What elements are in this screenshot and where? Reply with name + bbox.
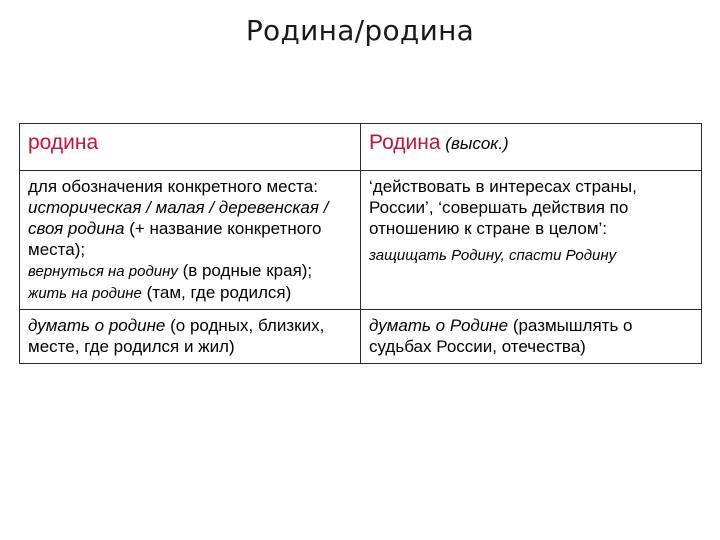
row2-left-text-it: думать о родине	[28, 316, 166, 335]
row1-left-text-a: для обозначения конкретного места:	[28, 177, 318, 196]
row1-right-para1: ‘действовать в интересах страны, России’, ‘совершать действия по отношению к стране в целом’:	[369, 177, 637, 238]
row2-right-text-b: (размышлять о судьбах России, отечества)	[369, 316, 633, 356]
table-row	[20, 171, 702, 310]
table-header-row	[20, 124, 702, 171]
header-right-label: Родина	[369, 131, 441, 154]
row1-left-text-it2: вернуться на родину	[28, 263, 178, 280]
row1-left-text-it3: жить на родине	[28, 285, 142, 302]
row1-right-cell	[361, 171, 702, 310]
header-right-note: (высок.)	[445, 134, 509, 153]
row1-left-text-d: (там, где родился)	[141, 283, 292, 302]
row2-right-para	[369, 315, 693, 357]
header-cell-right	[361, 124, 702, 171]
row2-left-cell	[20, 310, 361, 364]
row2-right-text-it: думать о Родине	[369, 316, 509, 335]
row1-left-text-c: (в родные края);	[177, 261, 313, 280]
row1-left-text-b: (+ название конкретного места);	[28, 219, 322, 259]
row1-left-para1	[28, 176, 352, 260]
header-cell-left	[20, 124, 361, 171]
table-row	[20, 310, 702, 364]
row2-right-cell	[361, 310, 702, 364]
row2-left-para	[28, 315, 352, 357]
page-title: Родина/родина	[245, 14, 475, 47]
row1-left-para2	[28, 260, 352, 304]
header-left-label: родина	[28, 131, 99, 154]
row1-left-cell	[20, 171, 361, 310]
row2-left-text-b: (о родных, близких, месте, где родился и жил)	[28, 316, 325, 356]
row1-right-para2: защищать Родину, спасти Родину	[369, 247, 617, 264]
row1-left-text-it: историческая / малая / деревенская / своя родина	[28, 198, 329, 238]
comparison-table	[19, 123, 702, 364]
